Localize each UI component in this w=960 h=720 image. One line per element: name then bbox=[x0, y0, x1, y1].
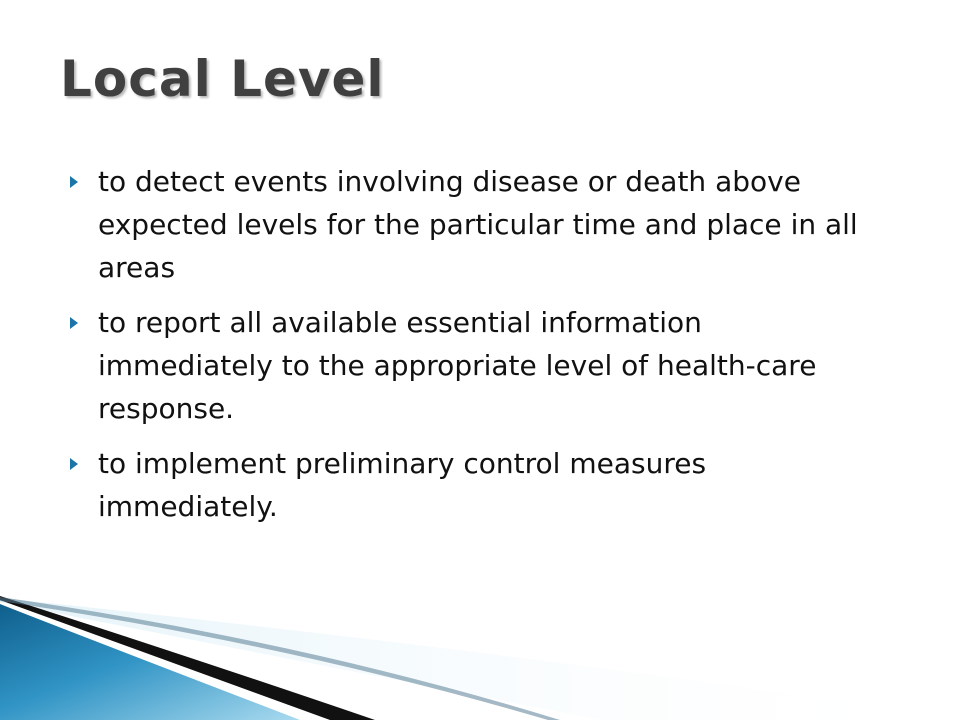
bullet-item-report bbox=[66, 301, 866, 430]
bullet-prefix: to bbox=[98, 165, 136, 198]
decorative-swoosh bbox=[0, 580, 960, 720]
bullet-list bbox=[66, 160, 866, 540]
bullet-item-implement bbox=[66, 442, 866, 528]
triangle-right-icon bbox=[70, 317, 78, 329]
bullet-text: all available essential information immediately to the appropriate level of health-care response. bbox=[98, 306, 817, 425]
bullet-text: events involving disease or death above expected levels for the particular time and place in all areas bbox=[98, 165, 858, 284]
bullet-keyword: implement bbox=[135, 447, 287, 480]
bullet-prefix: to bbox=[98, 447, 136, 480]
bullet-keyword: detect bbox=[135, 165, 225, 198]
bullet-prefix: to bbox=[98, 306, 136, 339]
bullet-keyword: report bbox=[135, 306, 221, 339]
triangle-right-icon bbox=[70, 176, 78, 188]
bullet-item-detect bbox=[66, 160, 866, 289]
slide-title: Local Level bbox=[60, 50, 385, 108]
triangle-right-icon bbox=[70, 458, 78, 470]
bullet-text: preliminary control measures immediately. bbox=[98, 447, 707, 523]
